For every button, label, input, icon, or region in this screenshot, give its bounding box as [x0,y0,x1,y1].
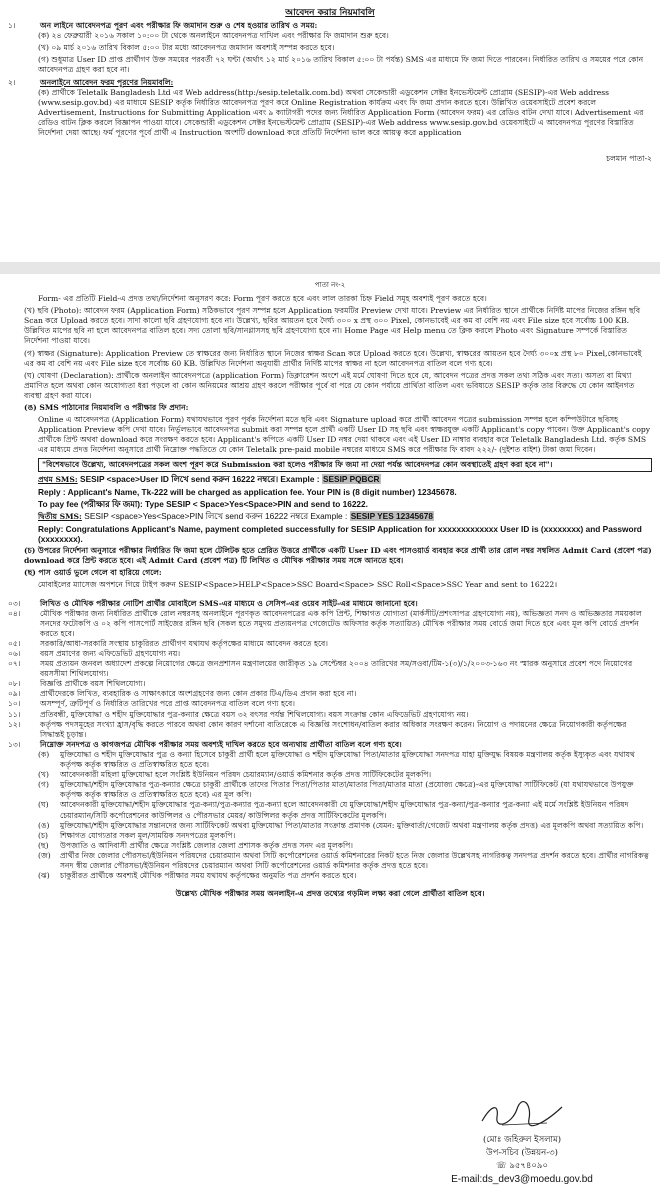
list-item: ০৫। সরকারি/আধা-সরকারি সংস্থায় চাকুরিরত প্রার্থীগণ যথাযথ কর্তৃপক্ষের মাধ্যমে আবেদন করতে হবে। [8,638,328,648]
handwritten-signature [477,1099,567,1129]
signature-instruction: (গ) স্বাক্ষর (Signature): Application Preview তে স্বাক্ষরের জন্য নির্ধারিত স্থানে নিজের স্বাক্ষর Scan করে Upload করতে হবে। উল্লেখ্য, স্বাক্ষরের আয়তন হবে দৈর্ঘ্য ৩০০x প্রস্থ ৮০ Pixel,কোনভাবেই এর কম বা বেশি নয় এবং File size হবে সর্বোচ্চ 60 KB. উল্লিখিত নির্দেশনা অনুযায়ী প্রার্থীর নির্দিষ্ট মাপের স্বাক্ষর না হলে আবেদনপত্র বাতিল বলে গণ্য হবে। [24,348,642,368]
to-pay-fee: To pay fee (পরীক্ষার ফি জমা): Type SESIP < Space>Yes<Space>PIN and send to 16222. [38,498,368,509]
section-number: ২। [8,77,16,87]
list-item: ০৭। সময় প্রত্যয়ন জনবল অধ্যাদেশ প্রকল্পে নিয়োগের ক্ষেত্রে জনপ্রশাসন মন্ত্রণালয়ের জারীকৃত ১৯ সেপ্টেম্বর ২০০৪ তারিখের সম/সওবা/টিম-১(৩)/১/২০০৩-১৬৩ নং স্মারক অনুসারে প্রবেশ পদে নিয়োগের বয়সসীমা শিথিলযোগ্য। [8,659,633,679]
password-instruction: মোবাইলের ম্যাসেজ অপশনে গিয়ে টাইপ করুন SESIP<Space>HELP<Space>SSC Board<Space> SSC Roll<Space>SSC Year and sent to 16222। [38,580,558,590]
reply-1: Reply : Applicant's Name, Tk-222 will be charged as application fee. Your PIN is (8 digit number) 12345678. [38,486,457,497]
sub-list-item: (ঝ) চাকুরীরত প্রার্থীকে অবশ্যই মৌখিক পরীক্ষার সময় যথাযথ কর্তৃপক্ষের অনুমতি পত্র প্রদর্শন করতে হবে। [38,871,357,881]
section-heading: অনলাইনে আবেদন ফরম পূরণের নিয়মাবলি: [40,77,174,87]
paragraph: (ক) প্রার্থীকে Teletalk Bangladesh Ltd এর Web address(http:/sesip.teletalk.com.bd) অথবা সেকেন্ডারী এডুকেশন সেক্টর ইনভেস্টমেন্ট প্রোগ্রাম (SESIP)-এর Web address (www.sesip.gov.bd) এর মাধ্যমে SESIP কর্তৃক নির্ধারিত আবেদনপত্র পূরণ করে Online Registration কার্যক্রম এবং ফি জমা প্রদান করতে হবে। উল্লিখিত ওয়েবসাইটে প্রবেশ করলে Advertisement, Instructions for Submitting Application এবং ৯ ক্যাটাগরী পদের জন্য নির্ধারিত Application Form (আবেদন ফরম) এর রেডিও বাটন দেখা যাবে। Advertisement এর রেডিও বাটন ক্লিক করলে বিজ্ঞাপন পাওয়া যাবে। সেকেন্ডারী এডুকেশন সেক্টর ইনভেস্টমেন্ট প্রোগ্রাম (SESIP)-এর Web address www.sesip.gov.bd ওয়েবসাইটে এ আবেদনপত্র পূরণের বিস্তারিত নির্দেশনা দেয়া আছে। ফর্ম পূরণের পূর্বে প্রার্থী এ Instruction অংশটি download করে প্রতিটি নির্দেশনা ভাল করে আয়ত্ব করে application [38,87,644,138]
list-item: ১১। প্রতিবন্ধী, মুক্তিযোদ্ধা ও শহীদ মুক্তিযোদ্ধার পুত্র-কন্যার ক্ষেত্রে বয়স ৩২ বৎসর পর্যন্ত শিথিলযোগ্য। বয়স সংক্রান্ত কোন এফিডেভিট গ্রহণযোগ্য নয়। [8,709,469,719]
list-item: ১০। অসম্পূর্ণ, ত্রুটিপূর্ণ ও নির্ধারিত তারিখের পরে প্রাপ্ত আবেদনপত্র বাতিল বলে গণ্য হবে। [8,699,295,709]
sms-instruction: Online এ আবেদনপত্র (Application Form) যথাযথভাবে পূরণ পূর্বক নির্দেশনা মতে ছবি এবং Signature upload করে প্রার্থী আবেদন পত্রের submission সম্পন্ন হলে কম্পিউটারে ছবিসহ Application Preview কপি দেখা যাবে। নির্ভুলভাবে আবেদনপত্র submit করা সম্পন্ন হলে প্রার্থী একটি User ID সহ ছবি এবং স্বাক্ষরযুক্ত একটি Applicant's copy পাবেন। উক্ত Applicant's copy প্রার্থীকে প্রিন্ট অথবা download করে সংরক্ষণ করতে হবে। Applicant's কপিতে একটি User ID নম্বর দেয়া থাকবে এবং এই User ID নাম্বার ব্যবহার করে Teletalk Bangladesh Ltd. কর্তৃক SMS এর মাধ্যমে প্রদত্ত নির্দেশনা অনুসারে প্রার্থী নিম্নোক্ত পদ্ধতিতে যে কোন Teletalk pre-paid mobile নম্বরের মাধ্যমে SMS করে পরীক্ষার ফি বাবদ ২২২/- (দুইশত বাইশ) টাকা জমা দিবেন। [38,415,651,455]
page-divider [0,262,660,274]
admit-card-instruction: (চ) উপরের নির্দেশনা অনুসারে পরীক্ষার নির্ধারিত ফি জমা হলে টেলিটক হতে প্রেরিত উত্তরে প্রার্থীকে একটি User ID এবং পাসওয়ার্ড ব্যবহার করে প্রার্থী তার রোল নম্বর সম্বলিত Admit Card (প্রবেশ পত্র) download করে প্রিন্ট করতে হবে। এই Admit Card (প্রবেশ পত্র) টি লিখিত ও মৌখিক পরীক্ষার সময় সঙ্গে আনতে হবে। [24,546,652,566]
signer-email: E-mail:ds_dev3@moedu.gov.bd [451,1174,593,1185]
sub-list-item: (ছ) উপজাতি ও আদিবাসী প্রার্থীর ক্ষেত্রে সংশ্লিষ্ট জেলার জেলা প্রশাসক কর্তৃক প্রদত্ত সনদ এর মূলকপি। [38,840,353,850]
closing-note: উল্লেখ্য মৌখিক পরীক্ষার সময় অনলাইন-এ প্রদত্ত তথ্যের গড়মিল লক্ষ্য করা গেলে প্রার্থীতা বাতিল হবে। [175,889,485,899]
first-sms-label: প্রথম SMS: [38,474,78,484]
sub-list-item: (গ) মুক্তিযোদ্ধা/শহীদ মুক্তিযোদ্ধার পুত্র-কন্যার ক্ষেত্রে চাকুরী প্রার্থীকে তাদের পিতার পিতা/পিতার মাতা/মাতার পিতা/মাতার মাতা (প্রযোজ্য ক্ষেত্রে)-এর মুক্তিযোদ্ধা সার্টিফিকেট (যা যথাযথভাবে উপযুক্ত কর্তৃপক্ষ কর্তৃক স্বাক্ষরিত ও প্রতিস্বাক্ষরিত হতে হবে) এর মূল কপি। [38,780,634,800]
section-number: ১। [8,21,16,31]
section-heading: অন লাইনে আবেদনপত্র পূরণ এবং পরীক্ষার ফি জমাদান শুরু ও শেষ হওয়ার তারিখ ও সময়: [40,21,318,31]
sub-list-item: (ক) মুক্তিযোদ্ধা ও শহীদ মুক্তিযোদ্ধার পুত্র ও কন্যা হিসেবে চাকুরী প্রার্থী হলে মুক্তিযোদ্ধা ও শহীদ মুক্তিযোদ্ধা পিতা/মাতার মুক্তিযোদ্ধা সনদপত্র যাহা মুক্তিযুদ্ধ বিষয়ক মন্ত্রণালয় কর্তৃক ইস্যুকৃত এবং যথাযথ কর্তৃপক্ষ কর্তৃক স্বাক্ষরিত ও প্রতিস্বাক্ষরিত হতে হবে। [38,749,635,770]
list-item: ০৪। মৌখিক পরীক্ষার জন্য নির্ধারিত প্রার্থীকে রোল নম্বরসহ অনলাইনে পূরণকৃত আবেদনপত্রের এক কপি প্রিন্ট, শিক্ষাগত যোগ্যতা (মার্কসীট/প্রশংসাপত্র গ্রহণযোগ্য নয়), অভিজ্ঞতা সনদ ও অভিজ্ঞতার সময়কাল সনদের ফটোকপি ও ০২ কপি পাসপোর্ট সাইজের রঙ্গিন ছবি (সকল হতে সমুদয় প্রত্যয়নপত্র গেজেটেড অফিসার কর্তৃক সত্যায়িত) মৌখিক পরীক্ষার সময় বোর্ডে জমা দিতে হবে এবং মূল কপি বোর্ডে প্রদর্শন করতে হবে। [8,608,642,638]
signer-phone: ☏ ৯৫৭৪০৯০ [496,1161,548,1171]
reply-2: Reply: Congratulations Applicant's Name, payment completed successfully for SESIP Application for xxxxxxxxxxxxx User ID is (xxxxxxxx) and Password (xxxxxxxx). [38,523,642,545]
second-sms-example: SESIP YES 12345678 [350,510,433,521]
list-item: (ক) ২৪ ফেব্রুয়ারী ২০১৬ সকাল ১০:০০ টা থেকে অনলাইনে আবেদনপত্র দাখিল এবং পরীক্ষার ফি জমাদান শুরু হবে। [38,31,389,41]
list-item: (খ) ০৯ মার্চ ২০১৬ তারিখ বিকাল ৫:০০ টার মধ্যে আবেদনপত্র জমাদান অবশ্যই সম্পন্ন করতে হবে। [38,43,335,53]
sms-heading: (ঙ) SMS পাঠানোর নিয়মাবলি ও পরীক্ষার ফি প্রদান: [24,403,189,413]
numbered-list [8,599,652,750]
second-sms-label: দ্বিতীয় SMS: [38,511,82,521]
signer-name: (মোঃ জহিরুল ইসলাম) [482,1135,562,1145]
first-sms-text: SESIP <space>User ID লিখে send করুন 16222 নম্বরে। Example : [80,473,320,484]
sms-warning: "বিশেষভাবে উল্লেখ্য, আবেদনপত্রের সকল অংশ পূরণ করে Submission করা হলেও পরীক্ষার ফি জমা না দেয়া পর্যন্ত আবেদনপত্র কোন অবস্থাতেই গ্রহণ করা হবে না"। [38,458,652,472]
continued-label: চলমান পাতা-২ [606,154,652,164]
section-2 [8,78,652,88]
sub-list-item: (ঘ) আবেদনকারী মুক্তিযোদ্ধা/শহীদ মুক্তিযোদ্ধার পুত্র-কন্যা/পুত্র-কন্যার পুত্র-কন্যা হলে আবেদনকারী যে মুক্তিযোদ্ধা/শহীদ মুক্তিযোদ্ধার পুত্র-কন্যা/পুত্র-কন্যার পুত্র-কন্যা এই মর্মে সংশ্লিষ্ট ইউনিয়ন পরিষদ চেয়ারম্যান/সিটি কর্পোরেশনের কাউন্সিলর ও পৌরসভার মেয়র/ কাউন্সিলর কর্তৃক প্রদত্ত সার্টিফিকেটের মূলকপি। [38,800,629,820]
first-sms [38,474,652,485]
sms-box [8,458,652,545]
second-sms-text: SESIP <space>Yes<Space>PIN লিখে send করুন 16222 নম্বরে Example : [84,510,348,521]
sub-list-item: (ঙ) মুক্তিযোদ্ধা/শহীদ মুক্তিযোদ্ধার সন্তানদের জন্য সার্টিফিকেট অথবা মুক্তিযোদ্ধা পিতা/মাতার সংক্রান্ত প্রমাণক (যেমন: মুক্তিবার্তা/গেজেট অথবা মন্ত্রণালয় কর্তৃক প্রদত্ত) এর মূলকপি অথবা সত্যায়িত কপি। [38,820,644,830]
list-item: ০৮। বিজ্ঞপ্তি প্রার্থীকে বয়স শিথিলযোগ্য। [8,679,146,689]
list-item: (গ) শুধুমাত্র User ID প্রাপ্ত প্রার্থীগণ উক্ত সময়ের পরবর্তী ৭২ ঘন্টা (অর্থাৎ ১২ মার্চ ২০১৬ তারিখ বিকাল ৫:০০ টা পর্যন্ত) SMS এর মাধ্যমে ফি জমা দিতে পারবেন। নির্ধারিত তারিখ ও সময়ের পরে কোন আবেদনপত্র গ্রহণ করা হবে না। [38,55,644,75]
section-1 [8,21,652,31]
sub-list [8,750,652,881]
page-two [8,280,652,1192]
list-item: ০৩। লিখিত ও মৌখিক পরীক্ষার নোটিশ প্রার্থীর মোবাইলে SMS-এর মাধ্যমে ও সেসিপ-এর ওয়েব সাইট-এর মাধ্যমে জানানো হবে। [8,598,418,608]
declaration-instruction: (ঘ) ঘোষণা (Declaration): প্রার্থীকে অনলাইন আবেদনপত্রে (application Form) ডিক্লারেশন অংশে এই মর্মে ঘোষণা দিতে হবে যে, আবেদন পত্রের প্রদত্ত সকল তথ্য সঠিক এবং সত্য। অসত্য বা মিথ্যা প্রমাণিত হলে অথবা কোন অযোগ্যতা ধরা পড়লে বা কোন অনিয়মের আশ্রয় গ্রহণ করলে পরীক্ষার পূর্বে বা পরে যে কোন পর্যায়ে প্রার্থিতা বাতিল এবং ভবিষ্যতে SESIP কর্তৃক তার বিরুদ্ধে যে কোন আইনগত ব্যবস্থা গ্রহণ করা যাবে। [24,370,635,400]
sub-list-item: (জ) প্রার্থীর নিজ জেলার পৌরসভা/ইউনিয়ন পরিষদের চেয়ারম্যান অথবা সিটি কর্পোরেশনের ওয়ার্ড কমিশনারের নিকট হতে নিজ জেলার উল্লেখসহ নাগরিকত্ব সনদপত্র প্রদর্শন করতে হবে। প্রার্থীর নাগরিকত্ব সনদ স্বীয় জেলার পৌরসভা/ইউনিয়ন পরিষদের চেয়ারম্যান অথবা সিটি কর্পোরেশনের ওয়ার্ড কমিশনার কর্তৃক প্রদত্ত হতে হবে। [38,850,649,870]
sub-list-item: (চ) শিক্ষাগত যোগ্যতার সকল মূল/সাময়িক সনদপত্রের মূলকপি। [38,830,236,840]
page-title: আবেদন করার নিয়মাবলি [285,8,375,18]
photo-instruction: (খ) ছবি (Photo): আবেদন ফরম (Application Form) সঠিকভাবে পূরণ সম্পন্ন হলে Application ফরমটির Preview দেখা যাবে। Preview এর নির্ধারিত স্থানে প্রার্থীকে নির্দিষ্ট মাপের নিজের রঙ্গিন ছবি Scan করে Upload করতে হবে। সাদা কালো ছবি গ্রহণযোগ্য হবে না। উল্লেখ্য, ছবির আয়তন হবে দৈর্ঘ্য ৩০০ x প্রস্থ ৩০০ Pixel, কোনভাবেই এর কম বা বেশি নয় এবং File size হবে সর্বোচ্চ 100 KB. উল্লিখিত মাপের ছবি না হলে আবেদনপত্র বাতিল হবে। সদ্য তোলা ছবি/সানগ্লাসসহ ছবি গ্রহণযোগ্য হবে না। Home Page এর Help menu তে ক্লিক করলে Photo এবং Signature সম্পর্কে বিস্তারিত নির্দেশনা পাওয়া যাবে। [24,306,641,346]
paragraph: Form- এর প্রতিটি Field-এ প্রদত্ত তথ্য/নির্দেশনা অনুসরণ করে: Form পূরণ করতে হবে এবং লাল তারকা চিহ্ন Field সমূহ অবশ্যই পূরণ করতে হবে। [38,294,487,304]
signature-block [402,1099,642,1186]
list-item: ০৯। প্রার্থীদেরকে লিখিত, ব্যবহারিক ও সাক্ষাৎকারে অংশগ্রহণের জন্য কোন প্রকার টিএ/ডিএ প্রদান করা হবে না। [8,689,357,699]
list-item: ১৩। নিম্নোক্ত সনদপত্র ও কাগজপত্র মৌখিক পরীক্ষার সময় অবশ্যই দাখিল করতে হবে অন্যথায় প্রার্থীতা বাতিল বলে গণ্য হবে। [8,739,402,749]
list-item: ১২। কর্তৃপক্ষ পদসমূহের সংখ্যা হ্রাস/বৃদ্ধি করতে পারবে অথবা কোন কারণ দর্শানো ব্যতিরেকে এ বিজ্ঞপ্তি সংশোধন/বাতিল করার অধিকার সংরক্ষণ করেন। নিয়োগ ও পদায়নের ক্ষেত্রে নিয়োগকারী কর্তৃপক্ষের সিদ্ধান্তই চূড়ান্ত। [8,719,627,739]
first-sms-example: SESIP PQBCR [322,473,380,484]
second-sms [38,511,652,522]
signer-title: উপ-সচিব (উন্নয়ন-৩) [486,1148,558,1158]
page-number: পাতা নং-২ [314,281,346,289]
page-one [8,8,652,256]
list-item: ০৬। বয়স প্রমাণের জন্য এফিডেভিট গ্রহণযোগ্য নয়। [8,649,181,658]
sub-list-item: (খ) আবেদনকারী মহিলা মুক্তিযোদ্ধা হলে সংশ্লিষ্ট ইউনিয়ন পরিষদ চেয়ারম্যান/ওয়ার্ড কমিশনার কর্তৃক প্রদত্ত সার্টিফিকেটের মূলকপি। [38,770,432,780]
password-heading: (ছ) পাস ওয়ার্ড ভুলে গেলে বা হারিয়ে গেলে: [24,568,162,578]
